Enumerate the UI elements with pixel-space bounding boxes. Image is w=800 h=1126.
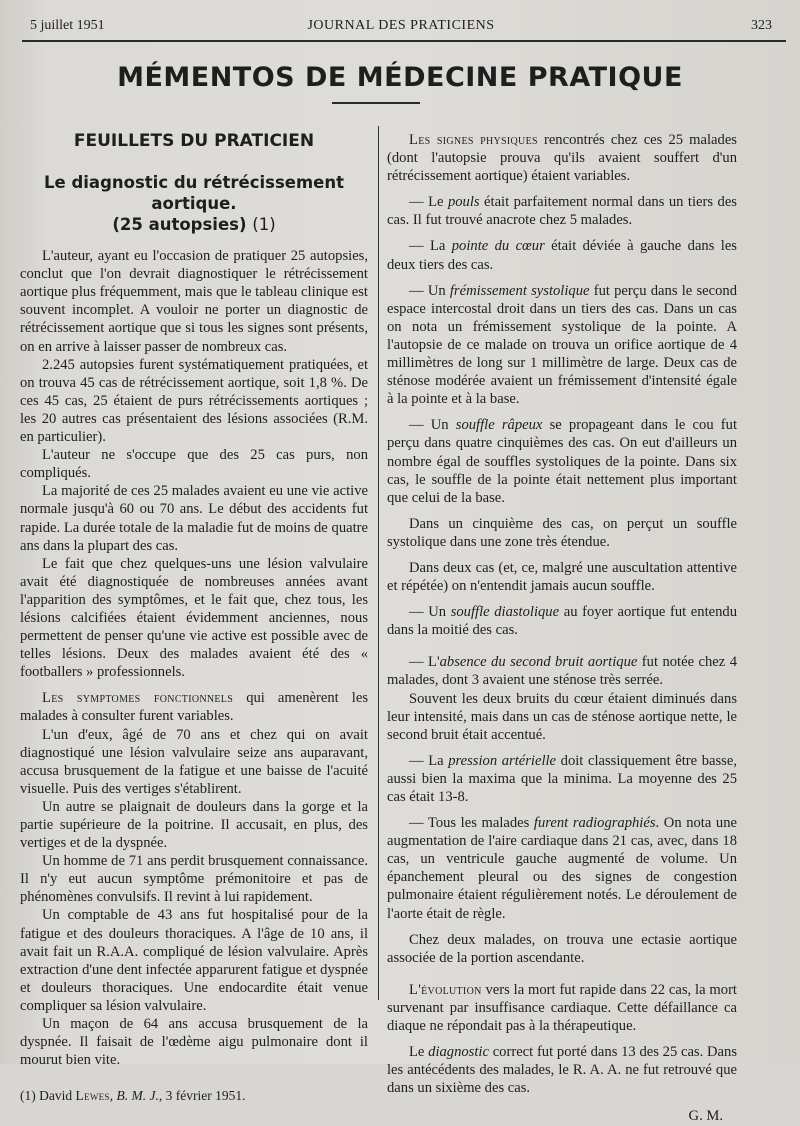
- paragraph: [387, 416, 737, 506]
- paragraph-text: — La: [409, 238, 452, 255]
- article-title-note: (1): [252, 215, 276, 235]
- title-rule: [332, 102, 420, 104]
- paragraph-text: rencontrés chez ces 25 malades (dont l'autopsie prouva qu'ils avaient souffert d'un rétrécissement aortique) étaient variables.: [387, 132, 737, 185]
- paragraph-text: qui amenèrent les malades à consulter furent variables.: [20, 690, 369, 725]
- paragraph: Un comptable de 43 ans fut hospitalisé pour de la fatigue et des douleurs thoraciques. A l'âge de 10 ans, il avait fait un R.A.A. compliqué de lésion valvulaire. Après extraction d'une dent infectée apparurent fatigue et dyspnée et douleurs thoraciques. Une endocardite était venue compliquer sa lésion valvulaire.: [20, 907, 368, 1014]
- paragraph-text: au foyer aortique fut entendu dans la moitié des cas.: [387, 604, 737, 639]
- paragraph-text: — Un: [409, 417, 456, 434]
- footnote: [20, 1087, 368, 1105]
- right-column: [387, 131, 737, 1126]
- signature: G. M.: [688, 1108, 723, 1125]
- paragraph-text: était déviée à gauche dans les deux tiers des cas.: [387, 238, 737, 273]
- paragraph: La majorité de ces 25 malades avaient eu une vie active normale jusqu'à 60 ou 70 ans. Le début des accidents fut rapide. La durée totale de la maladie fut de moins de quatre ans dans la plupart des cas.: [20, 483, 368, 554]
- header-journal: JOURNAL DES PRATICIENS: [307, 18, 495, 33]
- emphasis: souffle râpeux: [455, 417, 543, 434]
- paragraph-text: Le: [409, 1044, 429, 1061]
- footnote-author: Lewes: [75, 1088, 110, 1104]
- paragraph: Dans deux cas (et, ce, malgré une auscultation attentive et répétée) on n'entendit jamais aucun souffle.: [387, 559, 737, 595]
- paragraph: [387, 981, 737, 1035]
- paragraph: Un maçon de 64 ans accusa brusquement de la dyspnée. Il faisait de l'œdème aigu pulmonaire dont il mourut bien vite.: [20, 1016, 368, 1069]
- paragraph-text: — L': [409, 654, 440, 671]
- paragraph: [387, 1043, 737, 1097]
- paragraph-text: — Un: [409, 604, 451, 621]
- emphasis: pression artérielle: [448, 752, 557, 769]
- emphasis: absence du second bruit aortique: [439, 654, 638, 671]
- paragraph-text: doit classiquement être basse, aussi bien la maxima que la minima. La moyenne des 25 cas était 13-8.: [387, 752, 737, 805]
- paragraph: [387, 752, 737, 806]
- paragraph-text: — Un: [409, 282, 450, 299]
- paragraph-text: correct fut porté dans 13 des 25 cas. Dans les antécédents des malades, le R. A. A. ne fut retrouvé que dans un sixième des cas.: [387, 1044, 737, 1097]
- paragraph: [387, 131, 737, 185]
- paragraph: [387, 237, 737, 273]
- footnote-source: , B. M. J.: [109, 1088, 159, 1104]
- emphasis: frémissement systolique: [449, 282, 590, 299]
- paragraph-text: se propageant dans le cou fut perçu dans quatre cinquièmes des cas. On eut d'ailleurs un nombre égal de souffles systoliques de la pointe. Dans six cas, le souffle de la pointe était nettement plus important que celui de la base.: [387, 417, 737, 506]
- column-divider: [378, 126, 379, 1000]
- paragraph: Un homme de 71 ans perdit brusquement connaissance. Il n'y eut aucun symptôme prémonitoire et pas de phénomènes convulsifs. Il revint à lui rapidement.: [20, 853, 368, 906]
- paragraph-text: — La: [409, 752, 449, 769]
- paragraph: [387, 603, 737, 639]
- left-column: [20, 132, 368, 1105]
- emphasis: furent radiographiés: [533, 815, 656, 832]
- section-heading: FEUILLETS DU PRATICIEN: [73, 131, 315, 151]
- paragraph-text: — Le: [409, 194, 448, 211]
- main-title: MÉMENTOS DE MÉDECINE PRATIQUE: [117, 62, 683, 93]
- paragraph: Dans un cinquième des cas, on perçut un souffle systolique dans une zone très étendue.: [387, 515, 737, 550]
- run-in-head: Les signes physiques: [409, 132, 538, 148]
- emphasis: souffle diastolique: [450, 604, 560, 621]
- paragraph-text: fut notée chez 4 malades, dont 3 avaient une sténose très serrée.: [387, 654, 737, 689]
- paragraph: [387, 814, 737, 923]
- run-in-head: L'évolution: [409, 981, 482, 998]
- running-header: [30, 14, 772, 38]
- article-title-line1: Le diagnostic du rétrécissement aortique.: [44, 173, 344, 214]
- article-title-line2: (25 autopsies): [112, 215, 247, 235]
- paragraph: 2.245 autopsies furent systématiquement pratiquées, et on trouva 45 cas de rétrécissement aortique, soit 1,8 %. De ces 45 cas, 25 étaient de purs rétrécissements aortiques ; les 20 autres cas présentaient des lésions associées (R.M. en particulier).: [20, 356, 368, 446]
- header-rule: [22, 40, 786, 42]
- run-in-head: Les symptomes fonctionnels: [42, 690, 234, 707]
- paragraph-text: fut perçu dans le second espace intercostal droit dans un tiers des cas. Dans un cas on nota un frémissement systolique de la pointe. A l'autopsie de ce malade on trouva un orifice aortique de 4 millimètres de long sur 1 millimètre de large. Deux cas de sténose modérée avaient un frémissement d'intensité égale à la pointe et à la base.: [387, 282, 738, 408]
- paragraph: [387, 193, 737, 229]
- paragraph: Un autre se plaignait de douleurs dans la gorge et la partie supérieure de la poitrine. Il accusait, en plus, des vertiges et de la dyspnée.: [20, 798, 368, 852]
- emphasis: pouls: [447, 194, 480, 211]
- paragraph: Le fait que chez quelques-uns une lésion valvulaire avait été diagnostiquée de nombreuses années avant l'apparition des symptômes, et le fait que, chez tous, les lésions calcifiées étaient évidemment anciennes, nous permettent de penser qu'une vie active est possible avec de telles lésions. Deux des malades avaient été des « footballers » professionnels.: [20, 555, 368, 681]
- paragraph: Chez deux malades, on trouva une ectasie aortique associée de la portion ascendante.: [387, 931, 737, 966]
- paragraph-text: était parfaitement normal dans un tiers des cas. Il fut trouvé anacrote chez 5 malades.: [387, 194, 737, 229]
- footnote-text: (1) David: [20, 1088, 76, 1104]
- paragraph: [387, 653, 737, 689]
- paragraph: Souvent les deux bruits du cœur étaient diminués dans leur intensité, mais dans un cas de sténose aortique nette, le second bruit était accentué.: [387, 690, 737, 743]
- emphasis: pointe du cœur: [451, 238, 545, 255]
- paragraph-text: . On nota une augmentation de l'aire cardiaque dans 21 cas, avec, dans 18 cas, un ventricule gauche augmenté de volume. Un épanchement pleural ou des signes de congestion pulmonaire étaient régulièrement notés. Le déroulement de l'aorte était de règle.: [387, 815, 737, 922]
- paragraph: [20, 689, 368, 725]
- paragraph-text: — Tous les malades: [409, 815, 534, 832]
- footnote-date: , 3 février 1951.: [158, 1088, 246, 1104]
- paragraph: [387, 282, 737, 409]
- paragraph: L'un d'eux, âgé de 70 ans et chez qui on avait diagnostiqué une lésion valvulaire seize ans auparavant, accusa brusquement de la fatigue et une baisse de l'acuité visuelle. Puis des vertiges s'établirent.: [20, 726, 368, 797]
- paragraph: L'auteur ne s'occupe que des 25 cas purs, non compliqués.: [20, 447, 368, 482]
- paragraph-text: vers la mort fut rapide dans 22 cas, la mort survenant par insuffisance cardiaque. Cette défaillance ca diaque ne répondait pas à la thérapeutique.: [387, 981, 737, 1035]
- emphasis: diagnostic: [428, 1044, 489, 1061]
- paragraph: L'auteur, ayant eu l'occasion de pratiquer 25 autopsies, conclut que l'on devrait diagnostiquer le rétrécissement aortique plus fréquemment, mais que le tableau clinique est souvent incomplet. A vouloir ne porter un diagnostic de rétrécissement aortique que si tous les signes sont présents, on en arrive à laisser passer de nombreux cas.: [20, 248, 368, 355]
- header-date: 5 juillet 1951: [30, 18, 105, 33]
- article-title: [20, 172, 368, 235]
- header-page-number: 323: [751, 18, 772, 33]
